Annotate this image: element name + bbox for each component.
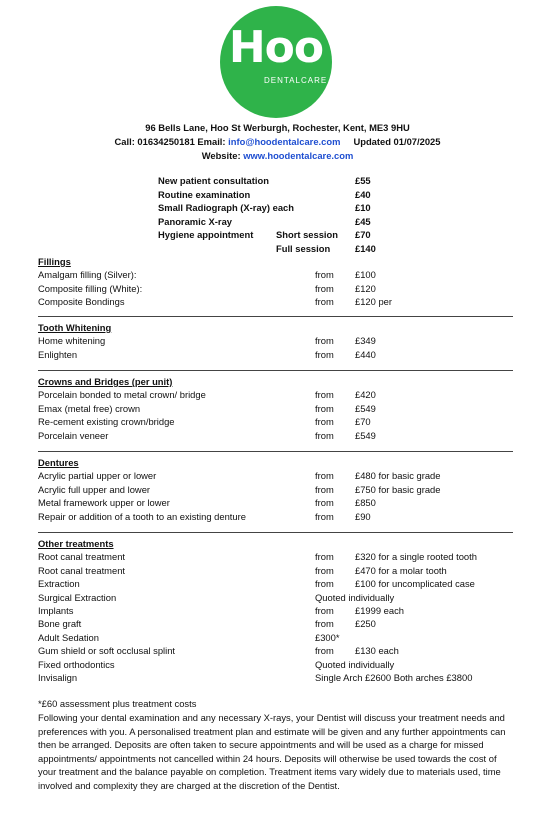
price-value: £480 for basic grade xyxy=(355,470,441,482)
price-value: £130 each xyxy=(355,645,399,657)
treatment-item: Porcelain bonded to metal crown/ bridge xyxy=(38,389,206,401)
price-from: from xyxy=(315,578,334,590)
fee-session: Short session xyxy=(276,229,338,241)
price-from: Quoted individually xyxy=(315,658,395,670)
treatment-item: Porcelain veneer xyxy=(38,429,109,441)
price-value: £120 xyxy=(355,282,376,294)
price-value: £549 xyxy=(355,402,376,414)
treatment-item: Repair or addition of a tooth to an existing denture xyxy=(38,510,246,522)
treatment-item: Implants xyxy=(38,605,74,616)
price-value: £100 xyxy=(355,269,376,281)
price-from: from xyxy=(315,335,334,347)
fee-label: Small Radiograph (X-ray) each xyxy=(158,202,294,214)
treatment-item: Fixed orthodontics xyxy=(38,658,115,670)
website-link[interactable]: www.hoodentalcare.com xyxy=(243,150,354,161)
contact-line xyxy=(0,136,555,147)
fee-session: Full session xyxy=(276,243,331,254)
section-title: Fillings xyxy=(38,256,71,267)
section-divider xyxy=(38,451,513,452)
treatment-item: Gum shield or soft occlusal splint xyxy=(38,645,176,657)
price-from: Single Arch £2600 Both arches £3800 xyxy=(315,672,473,683)
price-from: from xyxy=(315,618,334,630)
fee-price: £70 xyxy=(355,229,371,241)
call-label: Call: 01634250181 Email: xyxy=(114,136,226,147)
website-label: Website: xyxy=(201,150,241,161)
treatment-item: Home whitening xyxy=(38,335,106,347)
logo-tagline: DENTALCARE xyxy=(264,76,328,85)
price-value: £320 for a single rooted tooth xyxy=(355,551,477,563)
fee-label: Hygiene appointment xyxy=(158,229,254,241)
price-value: £349 xyxy=(355,335,376,347)
treatment-item: Enlighten xyxy=(38,348,78,360)
fee-price: £40 xyxy=(355,188,371,200)
price-from: from xyxy=(315,645,334,657)
price-from: from xyxy=(315,551,334,563)
price-value: £549 xyxy=(355,429,376,441)
fee-label: New patient consultation xyxy=(158,175,269,186)
fee-label: Panoramic X-ray xyxy=(158,215,232,227)
treatment-item: Acrylic partial upper or lower xyxy=(38,470,157,482)
price-value: £470 for a molar tooth xyxy=(355,564,447,576)
price-from: from xyxy=(315,296,334,308)
section-title: Tooth Whitening xyxy=(38,322,112,333)
treatment-item: Amalgam filling (Silver): xyxy=(38,269,137,281)
treatment-item: Composite Bondings xyxy=(38,296,125,308)
price-from: from xyxy=(315,389,334,401)
price-from: from xyxy=(315,605,334,616)
logo-text: Hoo xyxy=(228,22,324,73)
treatment-item: Bone graft xyxy=(38,618,82,630)
footnote: *£60 assessment plus treatment costs xyxy=(38,698,197,709)
price-value: £750 for basic grade xyxy=(355,483,441,495)
price-value: £1999 each xyxy=(355,605,405,616)
fee-price: £10 xyxy=(355,202,371,214)
section-divider xyxy=(38,316,513,317)
address: 96 Bells Lane, Hoo St Werburgh, Rochester, Kent, ME3 9HU xyxy=(145,122,410,133)
price-from: £300* xyxy=(315,631,340,643)
treatment-item: Extraction xyxy=(38,578,80,590)
price-value: £70 xyxy=(355,416,371,428)
logo xyxy=(220,6,332,118)
price-from: from xyxy=(315,402,334,414)
price-value: £100 for uncomplicated case xyxy=(355,578,475,590)
price-value: £440 xyxy=(355,348,376,360)
price-from: from xyxy=(315,269,334,281)
treatment-item: Re-cement existing crown/bridge xyxy=(38,416,175,428)
price-from: from xyxy=(315,564,334,576)
treatment-item: Root canal treatment xyxy=(38,564,126,576)
section-title: Dentures xyxy=(38,457,79,468)
price-from: from xyxy=(315,497,334,509)
treatment-item: Acrylic full upper and lower xyxy=(38,483,151,495)
price-from: from xyxy=(315,348,334,360)
section-title: Other treatments xyxy=(38,538,114,549)
price-from: from xyxy=(315,510,334,522)
treatment-item: Surgical Extraction xyxy=(38,591,117,603)
treatment-item: Invisalign xyxy=(38,672,78,683)
price-value: £90 xyxy=(355,510,371,522)
treatment-item: Adult Sedation xyxy=(38,631,99,643)
email-link[interactable]: info@hoodentalcare.com xyxy=(228,136,341,147)
fee-price: £45 xyxy=(355,215,371,227)
fee-label: Routine examination xyxy=(158,188,251,200)
fee-price: £140 xyxy=(355,243,376,254)
treatment-item: Root canal treatment xyxy=(38,551,126,563)
price-from: from xyxy=(315,282,334,294)
price-value: £120 per xyxy=(355,296,393,308)
price-value: £420 xyxy=(355,389,376,401)
price-value: £850 xyxy=(355,497,376,509)
price-from: from xyxy=(315,416,334,428)
treatment-item: Emax (metal free) crown xyxy=(38,402,141,414)
section-divider xyxy=(38,532,513,533)
website-line xyxy=(0,150,555,161)
updated-date: Updated 01/07/2025 xyxy=(353,136,441,147)
treatment-item: Composite filling (White): xyxy=(38,282,143,294)
section-divider xyxy=(38,370,513,371)
price-from: from xyxy=(315,429,334,441)
price-from: Quoted individually xyxy=(315,591,395,603)
section-title: Crowns and Bridges (per unit) xyxy=(38,376,173,387)
price-from: from xyxy=(315,470,334,482)
info-paragraph: Following your dental examination and any necessary X-rays, your Dentist will discuss your treatment needs and preferences with you. A personalised treatment plan and estimate will be given and any further appointments can then be arranged. Deposits are often taken to secure appointments and will be used as a charge for missed appointments/ appointments not cancelled within 24 hours. Deposits will otherwise be used towards the cost of your treatment and the balance payable on completion. Treatment items vary widely due to materials used, time involved and complexity they are charged at the discretion of the Dentist. xyxy=(38,712,506,791)
price-value: £250 xyxy=(355,618,376,630)
price-from: from xyxy=(315,483,334,495)
fee-price: £55 xyxy=(355,175,371,186)
treatment-item: Metal framework upper or lower xyxy=(38,497,170,509)
